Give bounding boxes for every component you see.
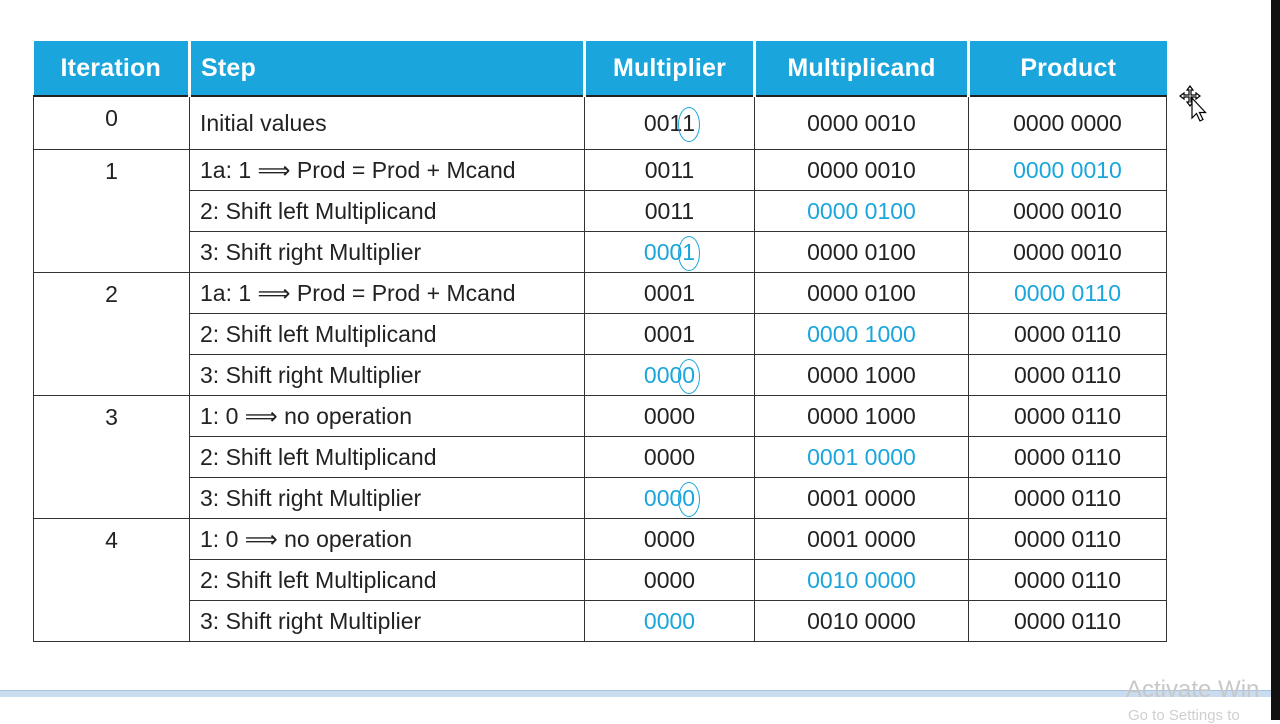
product-cell: 0000 0110 (969, 437, 1167, 478)
step-cell: 3: Shift right Multiplier (190, 601, 585, 642)
circled-lsb: 1 (682, 109, 696, 136)
multiplier-value: 0011 (644, 197, 695, 224)
multiplier-cell (585, 601, 755, 642)
multiplier-value: 0000 (643, 607, 696, 634)
table-row (34, 96, 1167, 150)
multiplier-value: 0001 (643, 279, 696, 306)
header-iteration: Iteration (34, 41, 190, 96)
table-row (34, 478, 1167, 519)
product-cell: 0000 0110 (969, 355, 1167, 396)
multiplier-cell (585, 150, 755, 191)
table-row (34, 355, 1167, 396)
taskbar-strip (0, 690, 1271, 697)
table-row (34, 150, 1167, 191)
activation-watermark-sub: Go to Settings to (1128, 707, 1240, 724)
step-cell: 1: 0 ⟹ no operation (190, 396, 585, 437)
multiplier-value: 0000 (643, 525, 696, 552)
multiplicand-cell: 0000 0100 (755, 191, 969, 232)
step-cell: 3: Shift right Multiplier (190, 478, 585, 519)
table-row (34, 396, 1167, 437)
step-cell: 2: Shift left Multiplicand (190, 560, 585, 601)
multiplier-cell (585, 560, 755, 601)
product-cell: 0000 0010 (969, 232, 1167, 273)
circled-lsb: 1 (682, 238, 696, 265)
table-body (34, 96, 1167, 642)
table-row (34, 191, 1167, 232)
header-product: Product (969, 41, 1167, 96)
multiplier-value: 0011 (644, 156, 695, 183)
table-row (34, 560, 1167, 601)
product-cell: 0000 0110 (969, 396, 1167, 437)
multiplicand-cell: 0000 1000 (755, 355, 969, 396)
multiplier-cell (585, 519, 755, 560)
iteration-cell: 2 (34, 273, 190, 396)
table-row (34, 273, 1167, 314)
multiplicand-cell: 0001 0000 (755, 437, 969, 478)
multiplier-cell (585, 478, 755, 519)
multiplicand-cell: 0000 0010 (755, 150, 969, 191)
step-cell: 1a: 1 ⟹ Prod = Prod + Mcand (190, 150, 585, 191)
header-multiplier: Multiplier (585, 41, 755, 96)
multiplier-value: 0001 (643, 320, 696, 347)
product-cell: 0000 0000 (969, 96, 1167, 150)
circled-lsb: 0 (682, 361, 696, 388)
multiplicand-cell: 0000 0100 (755, 273, 969, 314)
multiplicand-cell: 0000 1000 (755, 314, 969, 355)
activation-watermark: Activate Win (1126, 676, 1260, 703)
iteration-cell: 3 (34, 396, 190, 519)
multiplicand-cell: 0000 1000 (755, 396, 969, 437)
multiplier-cell (585, 314, 755, 355)
step-cell: 2: Shift left Multiplicand (190, 191, 585, 232)
step-cell: 1a: 1 ⟹ Prod = Prod + Mcand (190, 273, 585, 314)
step-cell: 2: Shift left Multiplicand (190, 314, 585, 355)
iteration-cell: 1 (34, 150, 190, 273)
multiplication-steps-table (33, 41, 1167, 642)
multiplier-value: 001 (643, 109, 683, 136)
multiplicand-cell: 0001 0000 (755, 519, 969, 560)
multiplicand-cell: 0010 0000 (755, 601, 969, 642)
table-row (34, 437, 1167, 478)
iteration-cell: 4 (34, 519, 190, 642)
header-step: Step (190, 41, 585, 96)
multiplier-cell (585, 437, 755, 478)
table-row (34, 519, 1167, 560)
step-cell: Initial values (190, 96, 585, 150)
multiplicand-cell: 0000 0010 (755, 96, 969, 150)
step-cell: 3: Shift right Multiplier (190, 232, 585, 273)
table-row (34, 314, 1167, 355)
multiplicand-cell: 0001 0000 (755, 478, 969, 519)
multiplier-value: 0000 (643, 443, 696, 470)
iteration-cell: 0 (34, 96, 190, 150)
multiplicand-cell: 0010 0000 (755, 560, 969, 601)
table-row (34, 601, 1167, 642)
move-cursor-icon (1178, 84, 1210, 124)
multiplier-value: 0000 (643, 566, 696, 593)
product-cell: 0000 0110 (969, 273, 1167, 314)
product-cell: 0000 0110 (969, 519, 1167, 560)
product-cell: 0000 0010 (969, 191, 1167, 232)
step-cell: 3: Shift right Multiplier (190, 355, 585, 396)
multiplier-cell (585, 273, 755, 314)
multiplier-cell (585, 232, 755, 273)
product-cell: 0000 0110 (969, 478, 1167, 519)
multiplier-cell (585, 191, 755, 232)
multiplier-cell (585, 355, 755, 396)
product-cell: 0000 0110 (969, 560, 1167, 601)
step-cell: 1: 0 ⟹ no operation (190, 519, 585, 560)
multiplication-table-wrap (33, 41, 1167, 642)
multiplier-value: 000 (643, 484, 683, 511)
header-multiplicand: Multiplicand (755, 41, 969, 96)
table-row (34, 232, 1167, 273)
step-cell: 2: Shift left Multiplicand (190, 437, 585, 478)
multiplicand-cell: 0000 0100 (755, 232, 969, 273)
multiplier-value: 0000 (643, 402, 696, 429)
screen-edge-bar (1271, 0, 1280, 720)
multiplier-cell (585, 396, 755, 437)
multiplier-cell (585, 96, 755, 150)
product-cell: 0000 0110 (969, 314, 1167, 355)
multiplier-value: 000 (643, 238, 683, 265)
product-cell: 0000 0110 (969, 601, 1167, 642)
multiplier-value: 000 (643, 361, 683, 388)
product-cell: 0000 0010 (969, 150, 1167, 191)
circled-lsb: 0 (682, 484, 696, 511)
table-header-row (34, 41, 1167, 96)
